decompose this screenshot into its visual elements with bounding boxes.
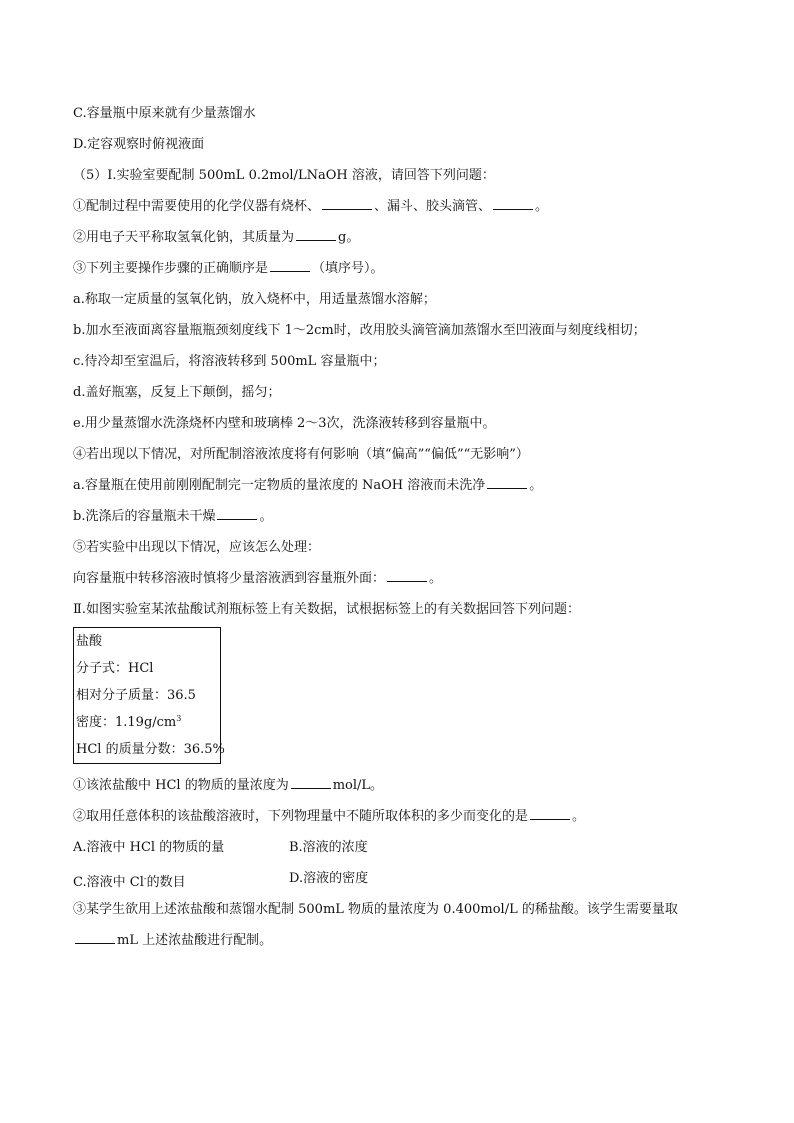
options-row-1 <box>73 832 733 863</box>
label-density: 密度：$1.19g/cm^3$ <box>76 714 182 730</box>
answer-blank[interactable] <box>217 505 257 520</box>
answer-blank[interactable] <box>530 805 570 820</box>
question-5-4-b: b.洗涤后的容量瓶未干燥 。 <box>73 501 733 532</box>
label-molar-mass: 相对分子质量：36.5 <box>76 688 196 703</box>
label-formula: 分子式：HCl <box>76 661 154 676</box>
question-5-2: ②用电子天平称取氢氧化钠，其质量为 g。 <box>73 222 733 253</box>
question-5-3: ③下列主要操作步骤的正确顺序是 （填序号）。 <box>73 253 733 284</box>
answer-blank[interactable] <box>296 226 336 241</box>
document-page <box>73 98 733 956</box>
question-5-4-a: a.容量瓶在使用前刚刚配制完一定物质的量浓度的 NaOH 溶液而未洗净 。 <box>73 470 733 501</box>
question-5-5-a: 向容量瓶中转移溶液时慎将少量溶液洒到容量瓶外面： 。 <box>73 563 733 594</box>
option-c-chloride: C.溶液中 Cl-的数目 <box>73 874 186 890</box>
question-5-4: ④若出现以下情况，对所配制溶液浓度将有何影响（填“偏高”“偏低”“无影响”） <box>73 447 529 462</box>
part-2-intro: Ⅱ.如图实验室某浓盐酸试剂瓶标签上有关数据，试根据标签上的有关数据回答下列问题： <box>73 602 580 617</box>
question-5-intro: （5）Ⅰ.实验室要配制 500mL 0.2mol/LNaOH 溶液，请回答下列问题： <box>73 168 495 183</box>
answer-blank[interactable] <box>270 257 310 272</box>
option-c: C.容量瓶中原来就有少量蒸馏水 <box>73 106 256 121</box>
reagent-label <box>73 627 225 764</box>
part-2-question-3: ③某学生欲用上述浓盐酸和蒸馏水配制 500mL 物质的量浓度为 0.400mol/L 的稀盐酸。该学生需要量取 <box>73 902 678 917</box>
step-e: e.用少量蒸馏水洗涤烧杯内壁和玻璃棒 2～3次，洗涤液转移到容量瓶中。 <box>73 416 496 431</box>
option-b: B.溶液的浓度 <box>289 840 368 855</box>
label-name: 盐酸 <box>76 634 103 649</box>
option-a: A.溶液中 HCl 的物质的量 <box>73 840 225 855</box>
step-a: a.称取一定质量的氢氧化钠，放入烧杯中，用适量蒸馏水溶解； <box>73 292 436 307</box>
step-c: c.待冷却至室温后，将溶液转移到 500mL 容量瓶中； <box>73 354 386 369</box>
answer-blank[interactable] <box>75 929 115 944</box>
answer-blank[interactable] <box>387 567 427 582</box>
part-2-question-1: ①该浓盐酸中 HCl 的物质的量浓度为 mol/L。 <box>73 770 733 801</box>
part-2-question-2: ②取用任意体积的该盐酸溶液时，下列物理量中不随所取体积的多少而变化的是 。 <box>73 801 733 832</box>
label-mass-fraction: HCl 的质量分数：36.5% <box>76 742 225 757</box>
option-d: D.定容观察时俯视液面 <box>73 137 205 152</box>
question-5-5: ⑤若实验中出现以下情况，应该怎么处理： <box>73 540 321 555</box>
answer-blank[interactable] <box>291 774 331 789</box>
option-d-density: D.溶液的密度 <box>289 871 369 886</box>
answer-blank[interactable] <box>487 474 527 489</box>
answer-blank[interactable] <box>493 195 533 210</box>
question-5-1: ①配制过程中需要使用的化学仪器有烧杯、 、漏斗、胶头滴管、 。 <box>73 191 733 222</box>
part-2-question-3-cont: mL 上述浓盐酸进行配制。 <box>73 925 733 956</box>
step-d: d.盖好瓶塞，反复上下颠倒，摇匀； <box>73 385 281 400</box>
answer-blank[interactable] <box>322 195 372 210</box>
options-row-2 <box>73 863 733 894</box>
step-b: b.加水至液面离容量瓶瓶颈刻度线下 1～2cm时，改用胶头滴管滴加蒸馏水至凹液面与刻度线相切； <box>73 323 646 338</box>
